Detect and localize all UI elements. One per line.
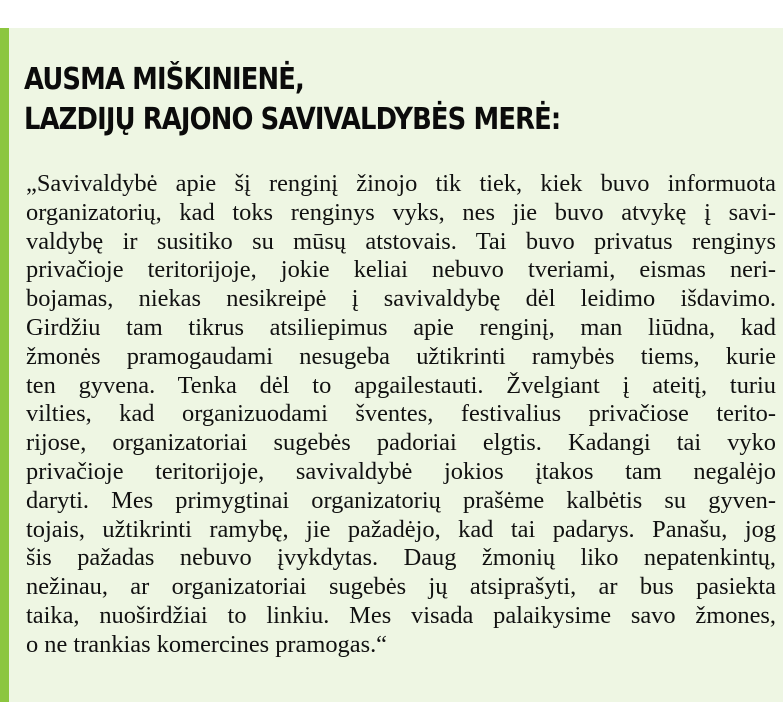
quote-line: rijose, organizatoriai sugebės padoriai elgtis. Kadangi tai vyko: [26, 429, 776, 457]
speaker-heading: [24, 60, 560, 140]
quote-line: privačioje teritorijoje, savivaldybė jokios įtakos tam negalėjo: [26, 457, 776, 485]
quote-line: daryti. Mes primygtinai organizatorių prašėme kalbėtis su gyven-: [26, 486, 776, 514]
speaker-name: AUSMA MIŠKINIENĖ,: [24, 62, 304, 97]
quote-line: taika, nuoširdžiai to linkiu. Mes visada palaikysime savo žmones,: [26, 601, 776, 629]
quote-line: „Savivaldybė apie šį renginį žinojo tik tiek, kiek buvo informuota: [26, 170, 776, 197]
quote-line: ten gyvena. Tenka dėl to apgailestauti. Žvelgiant į ateitį, turiu: [26, 371, 776, 399]
quote-line: šis pažadas nebuvo įvykdytas. Daug žmonių liko nepatenkintų,: [26, 544, 776, 572]
quote-line: organizatorių, kad toks renginys vyks, nes jie buvo atvykę į savi-: [26, 198, 776, 226]
quote-line: vilties, kad organizuodami šventes, festivalius privačiose terito-: [26, 400, 776, 428]
quote-box: [0, 28, 783, 702]
quote-line: valdybę ir susitiko su mūsų atstovais. Tai buvo privatus renginys: [26, 227, 776, 255]
quote-line: bojamas, niekas nesikreipė į savivaldybę dėl leidimo išdavimo.: [26, 285, 776, 313]
quote-line: nežinau, ar organizatoriai sugebės jų atsiprašyti, ar bus pasiekta: [26, 573, 776, 601]
accent-bar: [0, 28, 9, 702]
quote-line: žmonės pramogaudami nesugeba užtikrinti ramybės tiems, kurie: [26, 342, 776, 370]
speaker-title: LAZDIJŲ RAJONO SAVIVALDYBĖS MERĖ:: [24, 102, 561, 137]
quote-text: [26, 170, 776, 660]
quote-line: Girdžiu tam tikrus atsiliepimus apie renginį, man liūdna, kad: [26, 313, 776, 341]
quote-line: tojais, užtikrinti ramybę, jie pažadėjo, kad tai padarys. Panašu, jog: [26, 515, 776, 543]
quote-line: privačioje teritorijoje, jokie keliai nebuvo tveriami, eismas neri-: [26, 256, 776, 284]
quote-line: o ne trankias komercines pramogas.“: [26, 630, 387, 658]
